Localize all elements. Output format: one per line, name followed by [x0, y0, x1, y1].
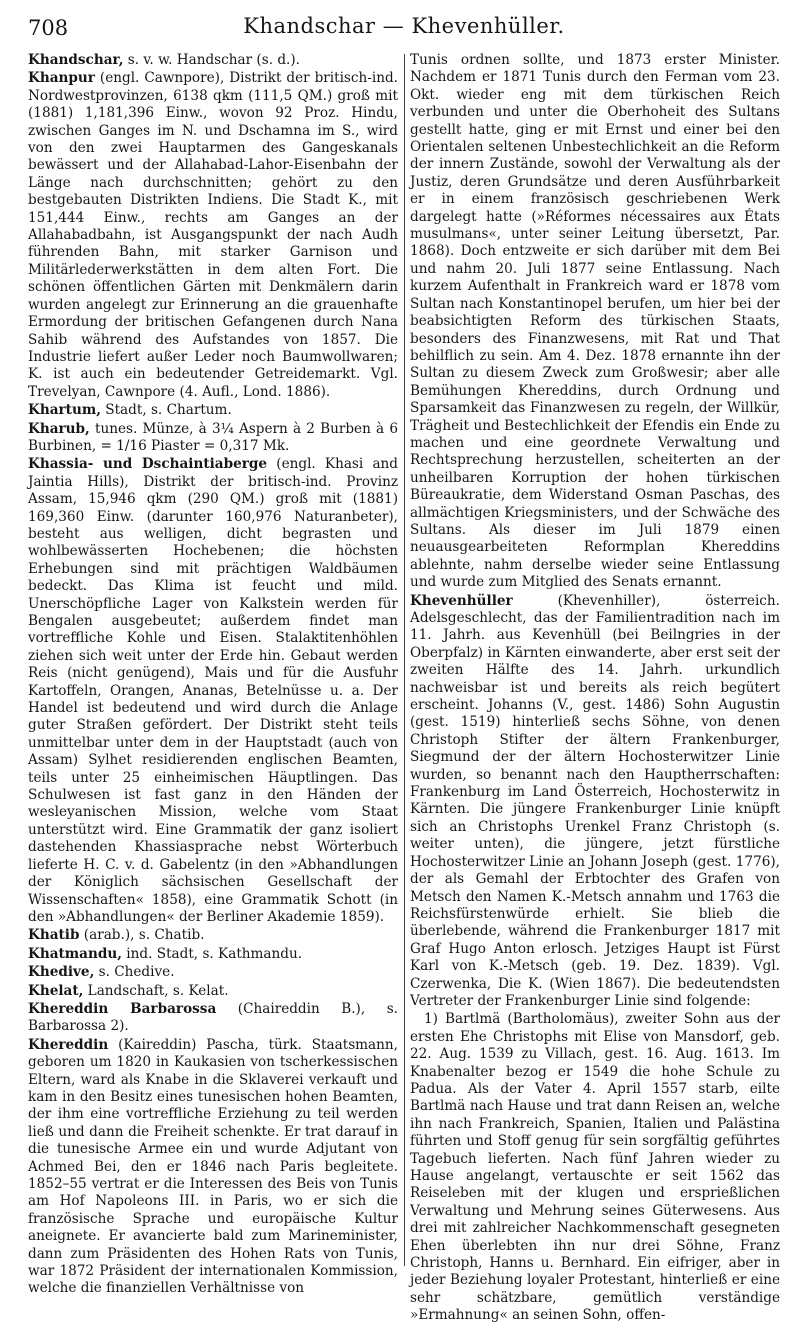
entry-headword: Khandschar, [28, 52, 124, 68]
entry-headword: Khanpur [28, 70, 95, 87]
entry-khatmandu [28, 946, 398, 963]
entry-text: (engl. Khasi and Jaintia Hills), Distrikt der britisch-ind. Provinz Assam, 15,946 qkm (290 QM.) groß mit (1881) 169,360 Einw. (darunter 160,976 Naturanbeter), besteht aus welligen, dicht begrasten und wohlbewässerten Hochebenen; die höchsten Erhebungen sind mit prächtigen Waldbäumen bedeckt. Das Klima ist feucht und mild. Unerschöpfliche Lager von Kalkstein werden für Bengalen ausgebeutet; außerdem findet man vortreffliche Kohle und Eisen. Stalaktitenhöhlen ziehen sich weit unter der Erde hin. Gebaut werden Reis (nicht genügend), Mais und für die Ausfuhr Kartoffeln, Orangen, Ananas, Betelnüsse u. a. Der Handel ist bedeutend und wird durch die Anlage guter Straßen gefördert. Der Distrikt steht teils unmittelbar unter dem in der Hauptstadt (auch von Assam) Sylhet residierenden englischen Beamten, teils unter 25 einheimischen Häuptlingen. Das Schulwesen ist fast ganz in den Händen der wesleyanischen Mission, welche vom Staat unterstützt wird. Eine Grammatik der ganz isoliert dastehenden Khassiasprache nebst Wörterbuch lieferte H. C. v. d. Gabelentz (in den »Abhandlungen der Königlich sächsischen Gesellschaft der Wissenschaften« 1858), eine Grammatik Schott (in den »Abhandlungen« der Berliner Akademie 1859). [28, 456, 399, 925]
entry-text: (Chaireddin B.), s. Barbarossa 2). [28, 1000, 398, 1035]
entry-headword: Khereddin [28, 1036, 109, 1053]
entry-text: s. v. w. Handschar (s. d.). [123, 52, 300, 68]
entry-text: ind. Stadt, s. Kathmandu. [121, 945, 303, 962]
entry-headword: Khartum, [28, 402, 101, 419]
entry-khereddin-continued [410, 52, 780, 592]
entry-text: (Khevenhiller), österreich. Adelsgeschlecht, das der Familientradition nach im 11. Jahrh. aus Kevenhüll (bei Beilngries in der Oberpfalz) in Kärnten einwanderte, aber erst seit der zweiten Hälfte des 14. Jahrh. urkundlich nachweisbar ist und bereits als reich begütert erscheint. Johanns (V., gest. 1486) Sohn Augustin (gest. 1519) hinterließ sechs Söhne, von denen Christoph Stifter der ältern Frankenburger, Siegmund der der ältern Hochosterwitzer Linie wurden, so benannt nach den Hauptherrschaften: Frankenburg im Land Österreich, Hochosterwitz in Kärnten. Die jüngere Frankenburger Linie knüpft sich an Christophs Urenkel Franz Christoph (s. weiter unten), die jüngere, jetzt fürstliche Hochosterwitzer Linie an Johann Joseph (gest. 1776), der als Gemahl der Erbtochter des Grafen von Metsch den Namen K.-Metsch annahm und 1763 die Reichsfürstenwürde erhielt. Sie blieb die überlebende, während die Frankenburger 1817 mit Graf Hugo Anton erlosch. Jetziges Haupt ist Fürst Karl von K.-Metsch (geb. 19. Dez. 1839). Vgl. Czerwenka, Die K. (Wien 1867). Die bedeutendsten Vertreter der Frankenburger Linie sind folgende: [410, 592, 780, 1009]
page-header [28, 6, 780, 52]
entry-khereddin-barbarossa [28, 1001, 398, 1036]
entry-text: (arab.), s. Chatib. [79, 927, 205, 944]
entry-kharub [28, 421, 398, 456]
entry-text: (engl. Cawnpore), Distrikt der britisch-ind. Nordwestprovinzen, 6138 qkm (111,5 QM.) groß mit (1881) 1,181,396 Einw., wovon 92 Proz. Hindu, zwischen Ganges im N. und Dschamna im S., wird von den zwei Hauptarmen des Gangeskanals bewässert und der Allahabad-Lahor-Eisenbahn der Länge nach durchschnitten; gehört zu den bestgebauten Distrikten Indiens. Die Stadt K., mit 151,444 Einw., rechts am Ganges an der Allahabadbahn, ist Ausgangspunkt der nach Audh führenden Bahn, mit starker Garnison und Militärlederwerkstätten in dem alten Fort. Die schönen öffentlichen Gärten mit Denkmälern darin wurden angelegt zur Erinnerung an die grauenhafte Ermordung der britischen Gefangenen durch Nana Sahib während des Aufstandes von 1857. Die Industrie liefert außer Leder noch Baumwollwaren; K. ist auch ein bedeutender Getreidemarkt. Vgl. Trevelyan, Cawnpore (4. Aufl., Lond. 1886). [28, 70, 398, 400]
text-columns [28, 52, 780, 1325]
running-head: Khandschar — Khevenhüller. [243, 14, 565, 38]
entry-text: Tunis ordnen sollte, und 1873 erster Minister. Nachdem er 1871 Tunis durch den Ferman vom 23. Okt. wieder eng mit dem türkischen Reich verbunden und unter die Oberhoheit des Sultans gestellt hatte, ging er mit Ernst und einer bei den Orientalen seltenen Unbestechlichkeit an die Reform der innern Zustände, sowohl der Verwaltung als der Justiz, deren Grundsätze und deren Ausführbarkeit er in einem französisch geschriebenen Werk dargelegt hatte (»Réformes nécessaires aux États musulmans«, unter seiner Leitung übersetzt, Par. 1868). Doch entzweite er sich darüber mit dem Bei und nahm 20. Juli 1877 seine Entlassung. Nach kurzem Aufenthalt in Frankreich ward er 1878 vom Sultan nach Konstantinopel berufen, um hier bei der beabsichtigten Reform des türkischen Staats, besonders des Finanzwesens, mit Rat und That behilflich zu sein. Am 4. Dez. 1878 ernannte ihn der Sultan zu diesem Zweck zum Großwesir; aber alle Bemühungen Khereddins, durch Ordnung und Sparsamkeit das Finanzwesen zu regeln, der Willkür, Trägheit und Bestechlichkeit der Efendis ein Ende zu machen und eine geordnete Verwaltung und Rechtsprechung herzustellen, scheiterten an der unheilbaren Korruption der hohen türkischen Büreaukratie, dem Widerstand Osman Paschas, des allmächtigen Kriegsministers, und der Schwäche des Sultans. Als dieser im Juli 1879 einen neuausgearbeiteten Reformplan Khereddins ablehnte, nahm derselbe wieder seine Entlassung und wurde zum Mitglied des Senats ernannt. [410, 52, 780, 591]
page-number: 708 [28, 16, 69, 40]
left-column [28, 52, 398, 1299]
entry-headword: Khassia- und Dschaintiaberge [28, 456, 268, 473]
entry-text: s. Chedive. [94, 964, 175, 981]
entry-text: tunes. Münze, à 3¼ Aspern à 2 Burben à 6 Burbinen, = 1/16 Piaster = 0,317 Mk. [28, 420, 398, 454]
entry-khevenhueller [410, 593, 780, 1011]
entry-khatib [28, 927, 398, 944]
entry-headword: Kharub, [28, 420, 90, 437]
entry-text: Landschaft, s. Kelat. [83, 982, 229, 999]
entry-headword: Khelat, [28, 982, 84, 999]
entry-headword: Khereddin Barbarossa [28, 1000, 217, 1017]
entry-text: (Kaireddin) Pascha, türk. Staatsmann, geboren um 1820 in Kaukasien von tscherkessischen Eltern, ward als Knabe in die Sklaverei verkauft und kam in den Besitz eines tunesischen hohen Beamten, der ihm eine vortreffliche Erziehung zu teil werden ließ und dann die Freiheit schenkte. Er trat darauf in die tunesische Armee ein und wurde Adjutant von Achmed Bei, den er 1846 nach Paris begleitete. 1852–55 vertrat er die Interessen des Beis von Tunis am Hof Napoleons III. in Paris, wo er sich die französische Sprache und europäische Kultur aneignete. Er avancierte bald zum Marineminister, dann zum Präsidenten des Hohen Rats von Tunis, war 1872 Präsident der internationalen Kommission, welche die finanziellen Verhältnisse von [28, 1036, 398, 1297]
column-divider [404, 54, 405, 1266]
entry-khandschar [28, 52, 398, 69]
right-column [410, 52, 780, 1325]
entry-khartum [28, 402, 398, 419]
entry-khedive [28, 964, 398, 981]
entry-bartlmae [410, 1011, 780, 1324]
entry-headword: Khedive, [28, 964, 95, 981]
entry-headword: Khatib [28, 927, 80, 944]
entry-khereddin-pascha [28, 1037, 398, 1298]
entry-khelat [28, 983, 398, 1000]
entry-headword: Khevenhüller [410, 592, 513, 609]
entry-headword: Khatmandu, [28, 945, 122, 962]
entry-text: 1) Bartlmä (Bartholomäus), zweiter Sohn aus der ersten Ehe Christophs mit Elise von Mansdorf, geb. 22. Aug. 1539 zu Villach, gest. 16. Aug. 1613. Im Knabenalter bezog er 1549 die hohe Schule zu Padua. Als der Vater 4. April 1557 starb, eilte Bartlmä nach Hause und trat dann Reisen an, welche ihn nach Frankreich, Spanien, Italien und Palästina führten und Stoff genug für sein sorgfältig geführtes Tagebuch lieferten. Nach fünf Jahren wieder zu Hause angelangt, vertauschte er seit 1562 das Reiseleben mit der klugen und ersprießlichen Verwaltung und Mehrung seines Güterwesens. Aus drei mit zahlreicher Nachkommenschaft gesegneten Ehen überlebten ihn nur drei Söhne, Franz Christoph, Hanns u. Bernhard. Ein eifriger, aber in jeder Beziehung loyaler Protestant, hinterließ er eine sehr schätzbare, gemütlich verständige »Ermahnung« an seinen Sohn, offen- [410, 1011, 780, 1324]
entry-khassia [28, 456, 398, 926]
entry-text: Stadt, s. Chartum. [100, 402, 232, 419]
entry-khanpur [28, 70, 398, 401]
